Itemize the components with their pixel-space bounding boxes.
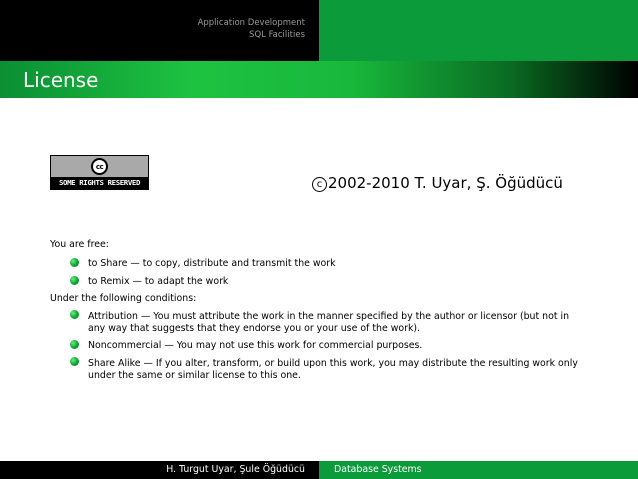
title-bar	[0, 61, 638, 98]
bullet-icon	[70, 357, 79, 366]
cc-logo-icon: cc	[91, 158, 108, 175]
free-heading: You are free:	[50, 239, 109, 250]
footer-course: Database Systems	[334, 464, 422, 475]
badge-strip-text: SOME RIGHTS RESERVED	[51, 177, 148, 189]
section-nav-link[interactable]: Application Development	[197, 18, 305, 28]
footer-authors: H. Turgut Uyar, Şule Öğüdücü	[166, 464, 305, 475]
subsection-nav-link[interactable]: SQL Facilities	[249, 30, 305, 40]
header-right	[319, 0, 638, 61]
header-bar	[0, 0, 638, 61]
bullet-icon	[70, 276, 79, 285]
copyright-notice	[312, 174, 563, 192]
footer-bar	[0, 461, 638, 479]
bullet-icon	[70, 310, 79, 319]
conditions-heading: Under the following conditions:	[50, 293, 197, 304]
slide-title: License	[23, 68, 99, 92]
free-item: to Remix — to adapt the work	[88, 276, 229, 287]
condition-item: Share Alike — If you alter, transform, or build upon this work, you may distribute the resulting work only under the same or similar license to this one.	[88, 358, 578, 381]
free-item: to Share — to copy, distribute and transmit the work	[88, 258, 336, 269]
cc-license-badge	[50, 155, 149, 190]
header-left	[0, 0, 319, 61]
condition-item: Attribution — You must attribute the work in the manner specified by the author or licensor (but not in any way that suggests that they endorse you or your use of the work).	[88, 311, 570, 334]
copyright-text: 2002-2010 T. Uyar, Ş. Öğüdücü	[328, 174, 563, 192]
bullet-icon	[70, 340, 79, 349]
footer-right	[319, 461, 638, 479]
bullet-icon	[70, 258, 79, 267]
copyright-icon: c	[312, 177, 327, 192]
condition-item: Noncommercial — You may not use this work for commercial purposes.	[88, 340, 423, 351]
footer-left	[0, 461, 319, 479]
